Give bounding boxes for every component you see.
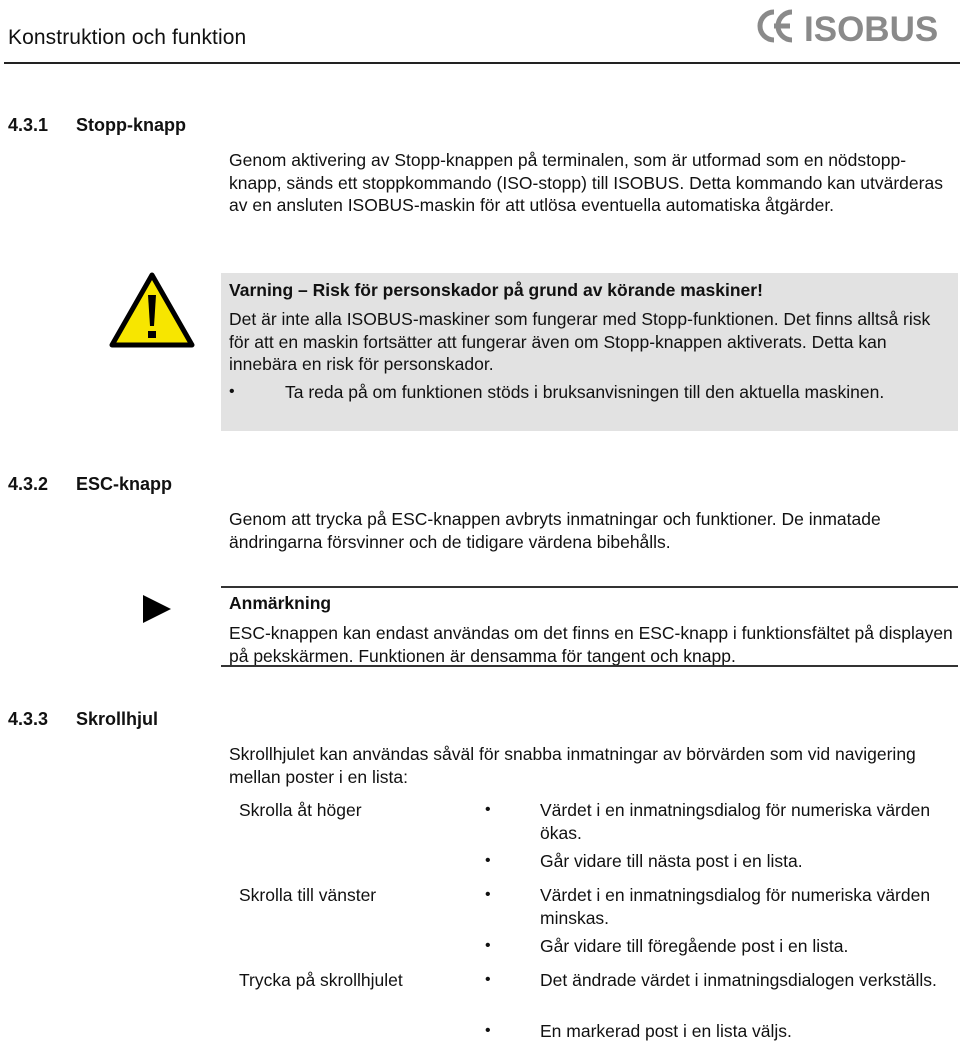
- note-bottom-rule: [221, 665, 958, 667]
- isobus-logo: [744, 4, 944, 48]
- warning-heading: Varning – Risk för personskador på grund av körande maskiner!: [229, 280, 763, 300]
- section-paragraph: Genom att trycka på ESC-knappen avbryts inmatningar och funktioner. De inmatade ändringarna försvinner och de tidigare värdena bibehålls.: [229, 509, 881, 552]
- note-heading: Anmärkning: [229, 593, 332, 613]
- action-label: Skrolla till vänster: [239, 885, 377, 905]
- bullet: •: [485, 852, 491, 869]
- logo-text: ISOBUS: [804, 10, 939, 48]
- bullet: •: [485, 1022, 491, 1039]
- note-top-rule: [221, 586, 958, 588]
- bullet: •: [229, 383, 235, 400]
- section-title: Stopp-knapp: [76, 115, 186, 135]
- warning-triangle-icon: [108, 270, 196, 350]
- action-bullet-text: Värdet i en inmatningsdialog för numeriska värden minskas.: [540, 885, 931, 928]
- bullet: •: [485, 971, 491, 988]
- action-bullet-text: Det ändrade värdet i inmatningsdialogen verkställs.: [540, 970, 937, 990]
- action-bullet-text: Går vidare till föregående post i en lista.: [540, 936, 849, 956]
- bullet: •: [485, 937, 491, 954]
- header-divider: [4, 62, 960, 64]
- section-title: ESC-knapp: [76, 474, 173, 494]
- note-arrow-icon: [141, 593, 173, 625]
- action-label: Skrolla åt höger: [239, 800, 362, 820]
- note-text: ESC-knappen kan endast användas om det finns en ESC-knapp i funktionsfältet på displayen på pekskärmen. Funktionen är densamma för tangent och knapp.: [229, 623, 953, 666]
- action-bullet-text: Går vidare till nästa post i en lista.: [540, 851, 803, 871]
- section-number: 4.3.1: [8, 115, 49, 135]
- section-title: Skrollhjul: [76, 709, 159, 729]
- section-paragraph: Genom aktivering av Stopp-knappen på terminalen, som är utformad som en nödstopp-knapp, sänds ett stoppkommando (ISO-stopp) till ISOBUS. Detta kommando kan utvärderas av en ansluten ISOBUS-maskin för att utlösa eventuella automatiska åtgärder.: [229, 150, 943, 215]
- section-number: 4.3.2: [8, 474, 49, 494]
- bullet: •: [485, 886, 491, 903]
- warning-text: Det är inte alla ISOBUS-maskiner som fungerar med Stopp-funktionen. Det finns alltså risk för att en maskin fortsätter att fungerar även om Stopp-knappen aktiverats. Detta kan innebära en risk för personskador.: [229, 309, 931, 374]
- bullet: •: [485, 801, 491, 818]
- section-number: 4.3.3: [8, 709, 49, 729]
- action-bullet-text: Värdet i en inmatningsdialog för numeriska värden ökas.: [540, 800, 931, 843]
- section-paragraph: Skrollhjulet kan användas såväl för snabba inmatningar av börvärden som vid navigering mellan poster i en lista:: [229, 744, 916, 787]
- page-header-title: Konstruktion och funktion: [8, 26, 247, 49]
- action-bullet-text: En markerad post i en lista väljs.: [540, 1021, 792, 1041]
- warning-bullet-text: Ta reda på om funktionen stöds i bruksanvisningen till den aktuella maskinen.: [285, 382, 885, 402]
- action-label: Trycka på skrollhjulet: [239, 970, 403, 990]
